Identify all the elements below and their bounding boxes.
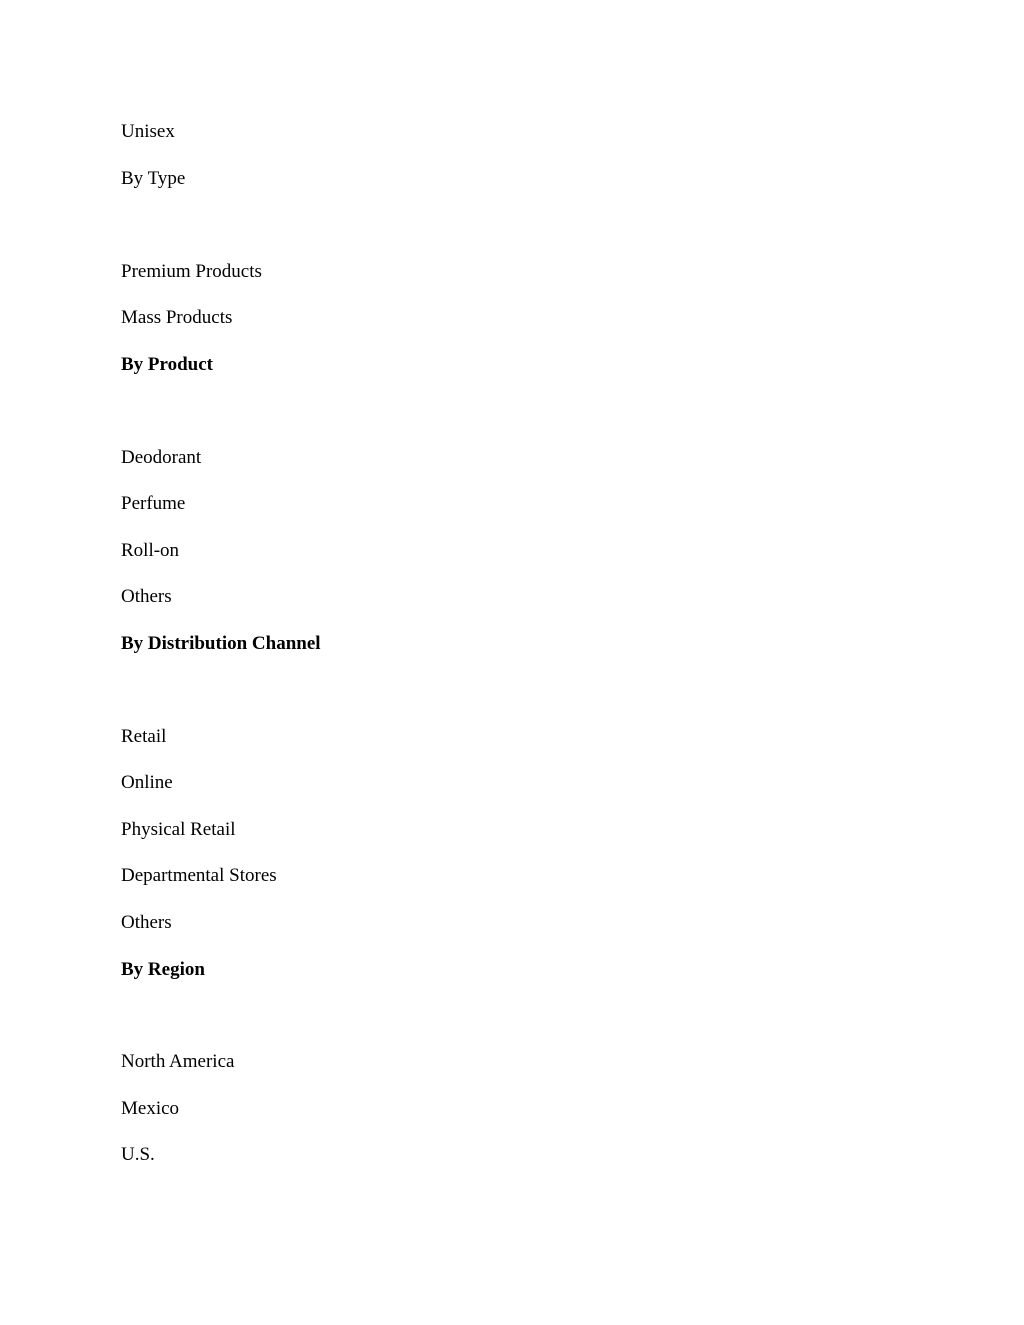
list-item-north-america: North America: [121, 1051, 235, 1072]
list-item-by-type: By Type: [121, 168, 186, 189]
list-item-departmental-stores: Departmental Stores: [121, 865, 277, 886]
list-item-mass-products: Mass Products: [121, 307, 233, 328]
list-item-others: Others: [121, 586, 172, 607]
list-item-mexico: Mexico: [121, 1098, 180, 1119]
section-heading-by-region: By Region: [121, 959, 205, 980]
list-item-online: Online: [121, 772, 173, 793]
list-item-roll-on: Roll-on: [121, 540, 180, 561]
list-item-perfume: Perfume: [121, 493, 186, 514]
list-item-unisex: Unisex: [121, 121, 175, 142]
section-heading-by-product: By Product: [121, 354, 214, 375]
section-heading-by-distribution-channel: By Distribution Channel: [121, 633, 321, 654]
list-item-physical-retail: Physical Retail: [121, 819, 236, 840]
list-item-us: U.S.: [121, 1144, 155, 1165]
list-item-premium-products: Premium Products: [121, 261, 262, 282]
list-item-others-2: Others: [121, 912, 172, 933]
list-item-retail: Retail: [121, 726, 167, 747]
list-item-deodorant: Deodorant: [121, 447, 202, 468]
